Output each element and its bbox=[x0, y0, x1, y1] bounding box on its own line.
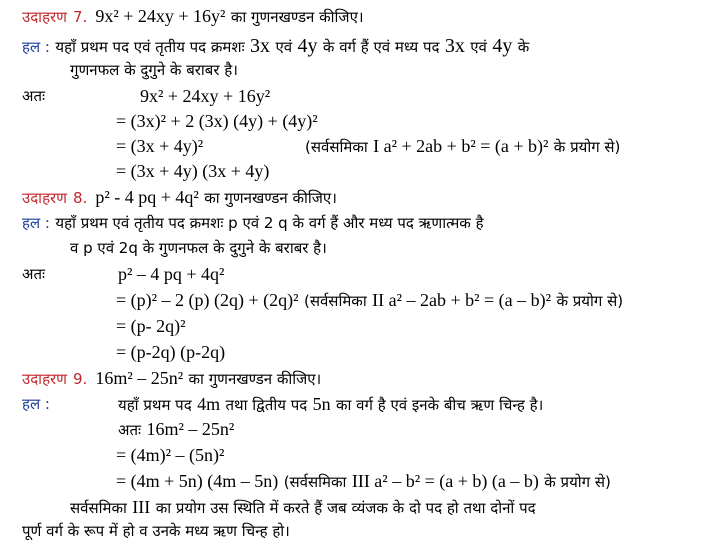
example-7-step-2: = (3x)² + 2 (3x) (4y) + (4y)² bbox=[116, 111, 318, 131]
example-9-step-3 bbox=[116, 469, 611, 494]
identity-note-text: के प्रयोग से) bbox=[556, 292, 624, 310]
example-7-identity-note bbox=[305, 134, 620, 159]
example-8-solution-line-2: व p एवं 2q के गुणनफल के दुगुने के बराबर है। bbox=[70, 239, 327, 257]
solution-math: 4y bbox=[492, 35, 513, 57]
example-7-solution-line-2: गुणनफल के दुगुने के बराबर है। bbox=[70, 61, 238, 79]
therefore-label: अतः bbox=[118, 421, 142, 439]
example-8-solution-line-1 bbox=[22, 211, 484, 235]
example-9-solution-line-1 bbox=[118, 392, 543, 417]
problem-expression: p² - 4 pq + 4q² bbox=[95, 187, 199, 207]
solution-math: 3x bbox=[444, 35, 465, 57]
example-label: उदाहरण bbox=[22, 370, 68, 388]
identity-note-text: (सर्वसमिका bbox=[283, 473, 347, 491]
example-label: उदाहरण bbox=[22, 189, 68, 207]
example-9-heading bbox=[22, 366, 321, 391]
step-expression: = (p)² – 2 (p) (2q) + (2q)² bbox=[116, 290, 299, 310]
problem-task: का गुणनखण्डन कीजिए। bbox=[188, 370, 322, 388]
problem-expression: 9x² + 24xy + 16y² bbox=[95, 6, 226, 26]
example-7-heading bbox=[22, 4, 364, 29]
example-7-therefore: अतः bbox=[22, 87, 46, 105]
identity-note-text: (सर्वसमिका bbox=[305, 138, 368, 156]
solution-text: एवं bbox=[470, 38, 487, 56]
example-7-step-4: = (3x + 4y) (3x + 4y) bbox=[116, 161, 270, 181]
paragraph-math: III bbox=[132, 497, 151, 517]
example-7-step-3: = (3x + 4y)² bbox=[116, 136, 204, 156]
summary-paragraph-line-2: पूर्ण वर्ग के रूप में हो व उनके मध्य ऋण चिन्ह हो। bbox=[22, 522, 290, 540]
example-8-step-1: p² – 4 pq + 4q² bbox=[118, 264, 225, 284]
example-8-step-2 bbox=[116, 288, 623, 313]
paragraph-text: का प्रयोग उस स्थिति में करते हैं जब व्यंजक के दो पद हो तथा दोनों पद bbox=[155, 499, 536, 517]
example-number: 8. bbox=[73, 189, 88, 207]
example-8-heading bbox=[22, 185, 337, 210]
example-label: उदाहरण bbox=[22, 8, 68, 26]
example-8-step-3: = (p- 2q)² bbox=[116, 316, 186, 336]
paragraph-text: सर्वसमिका bbox=[70, 499, 127, 517]
solution-label: हल : bbox=[22, 38, 50, 56]
solution-text: का वर्ग है एवं इनके बीच ऋण चिन्ह है। bbox=[336, 396, 544, 414]
solution-math: 3x bbox=[250, 35, 271, 57]
solution-text: एवं bbox=[275, 38, 293, 56]
solution-math: 5n bbox=[312, 394, 331, 414]
identity-formula: I a² + 2ab + b² = (a + b)² bbox=[373, 136, 549, 156]
problem-task: का गुणनखण्डन कीजिए। bbox=[230, 8, 364, 26]
solution-math: 4y bbox=[297, 35, 318, 57]
example-8-step-4: = (p-2q) (p-2q) bbox=[116, 342, 226, 362]
step-expression: = (4m + 5n) (4m – 5n) bbox=[116, 471, 279, 491]
solution-text: यहाँ प्रथम पद bbox=[118, 396, 192, 414]
solution-text: के वर्ग हैं एवं मध्य पद bbox=[322, 38, 440, 56]
problem-task: का गुणनखण्डन कीजिए। bbox=[204, 189, 337, 207]
step-expression: 16m² – 25n² bbox=[146, 419, 235, 439]
problem-expression: 16m² – 25n² bbox=[95, 368, 184, 388]
identity-note-text: के प्रयोग से) bbox=[544, 473, 611, 491]
example-9-step-2: = (4m)² – (5n)² bbox=[116, 445, 225, 465]
solution-text: के bbox=[517, 38, 530, 56]
identity-note-text: (सर्वसमिका bbox=[303, 292, 367, 310]
identity-note-text: के प्रयोग से) bbox=[553, 138, 621, 156]
example-8-therefore: अतः bbox=[22, 265, 46, 283]
example-9-solution-label: हल : bbox=[22, 395, 50, 413]
example-7-solution-line-1 bbox=[22, 34, 529, 59]
solution-text: यहाँ प्रथम एवं तृतीय पद क्रमशः p एवं 2 q के वर्ग हैं और मध्य पद ऋणात्मक है bbox=[55, 214, 484, 232]
identity-formula: III a² – b² = (a + b) (a – b) bbox=[351, 471, 539, 491]
example-9-therefore-line bbox=[118, 417, 234, 442]
solution-text: तथा द्वितीय पद bbox=[225, 396, 308, 414]
solution-math: 4m bbox=[197, 394, 221, 414]
example-number: 9. bbox=[73, 370, 88, 388]
example-number: 7. bbox=[73, 8, 88, 26]
solution-text: यहाँ प्रथम पद एवं तृतीय पद क्रमशः bbox=[55, 38, 245, 56]
summary-paragraph-line-1 bbox=[70, 495, 536, 520]
solution-label: हल : bbox=[22, 214, 50, 232]
example-7-step-1: 9x² + 24xy + 16y² bbox=[140, 86, 271, 106]
identity-formula: II a² – 2ab + b² = (a – b)² bbox=[372, 290, 552, 310]
